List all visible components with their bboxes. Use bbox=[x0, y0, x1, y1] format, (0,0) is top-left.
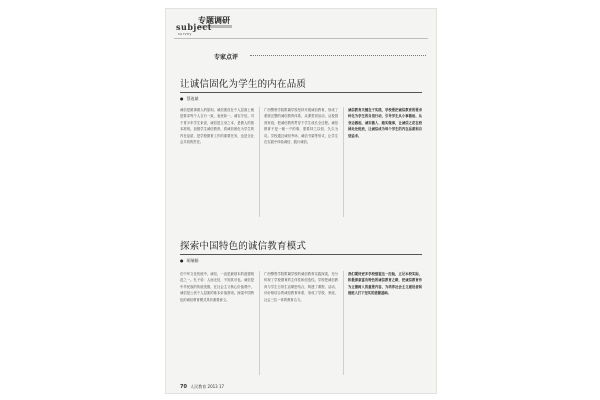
article-2-column-1: 在中华文化传统中，诚信，一直是最基本的道德规范之一。孔子说：人而无信，不知其可也。诚信是中华民族的传统美德，在社会主义核心价值观中，诚信是公民个人层面的基本价值准则。探索中国特色的诚信教育模式具有重要意义。 bbox=[180, 272, 254, 302]
article-1-column-3: 诚信教育关键在于实践，学校要把诚信教育的要求转化为学生的自觉行动，引导学生从小事做起、从身边做起，诚实做人、踏实做事，让诚信之花在校园处处绽放，让诚信成为每个学生的内在品质和自觉追求。 bbox=[348, 108, 422, 138]
article-2-column-divider-1 bbox=[259, 271, 260, 375]
article-2-column-divider-2 bbox=[343, 271, 344, 375]
article-1-author bbox=[180, 96, 199, 102]
article-1-column-divider-1 bbox=[259, 107, 260, 217]
article-1-title-rule bbox=[180, 92, 422, 93]
article-2-column-2: 广西警察学院附属学校的诚信教育实践探索，充分体现了学校德育的主体性和创造性。学校把诚信教育与学生日常生活紧密结合，构建了课程、活动、评价相结合的诚信教育体系，形成了学校、家庭、社会三位一体的教育合力。 bbox=[264, 272, 338, 302]
page-footer bbox=[180, 384, 224, 390]
article-2-author bbox=[180, 258, 199, 264]
article-2-title: 探索中国特色的诚信教育模式 bbox=[180, 241, 307, 252]
article-1-column-1: 诚信是做事做人的原则。诚信建设在个人层面上就是要求每个人言行一致，表里如一，诚实守信。对于青少年学生来说，诚信是立身之本，是做人的基本准则。加强学生诚信教育，将诚信固化为学生的内在品质，是学校德育工作的重要任务，也是全社会共同的责任。 bbox=[180, 108, 254, 145]
masthead-english-subtitle: survey bbox=[178, 32, 192, 36]
bullet-icon: ● bbox=[180, 258, 184, 263]
bullet-icon: ● bbox=[180, 96, 184, 101]
article-1-author-name: 蔡连斌 bbox=[186, 96, 199, 101]
section-dotted-rule bbox=[250, 55, 426, 56]
article-1-column-2: 广西警察学院附属学校坚持开展诚信教育，形成了系统完整的诚信教育体系，从课堂到活动，从校园到家庭，把诚信教育贯穿于学生成长全过程。诚信教育不是一朝一夕的事，需要持之以恒、久久为功。学校通过诚信考场、诚信书架等形式，让学生在实践中体验诚信、践行诚信。 bbox=[264, 108, 338, 145]
article-2-column-3: 我们期待更多学校借鉴这一经验，立足本校实际，积极探索富有特色的诚信教育之路，把诚信教育作为立德树人的重要内容，为培养社会主义建设者和接班人打下坚实的道德基础。 bbox=[348, 272, 422, 296]
journal-page bbox=[165, 8, 437, 394]
article-1-title: 让诚信固化为学生的内在品质 bbox=[180, 79, 307, 90]
masthead-title: 专题调研 bbox=[198, 16, 230, 25]
masthead-rule bbox=[174, 38, 428, 39]
section-tag: 专家点评 bbox=[214, 54, 239, 61]
page-number: 70 bbox=[180, 384, 187, 390]
article-2-author-name: 胡瑞娟 bbox=[186, 258, 199, 263]
article-1-column-divider-2 bbox=[343, 107, 344, 217]
journal-name: 人民教育 2013 17 bbox=[190, 384, 225, 389]
article-2-title-rule bbox=[180, 254, 422, 255]
masthead-english-title: subject bbox=[176, 22, 212, 32]
